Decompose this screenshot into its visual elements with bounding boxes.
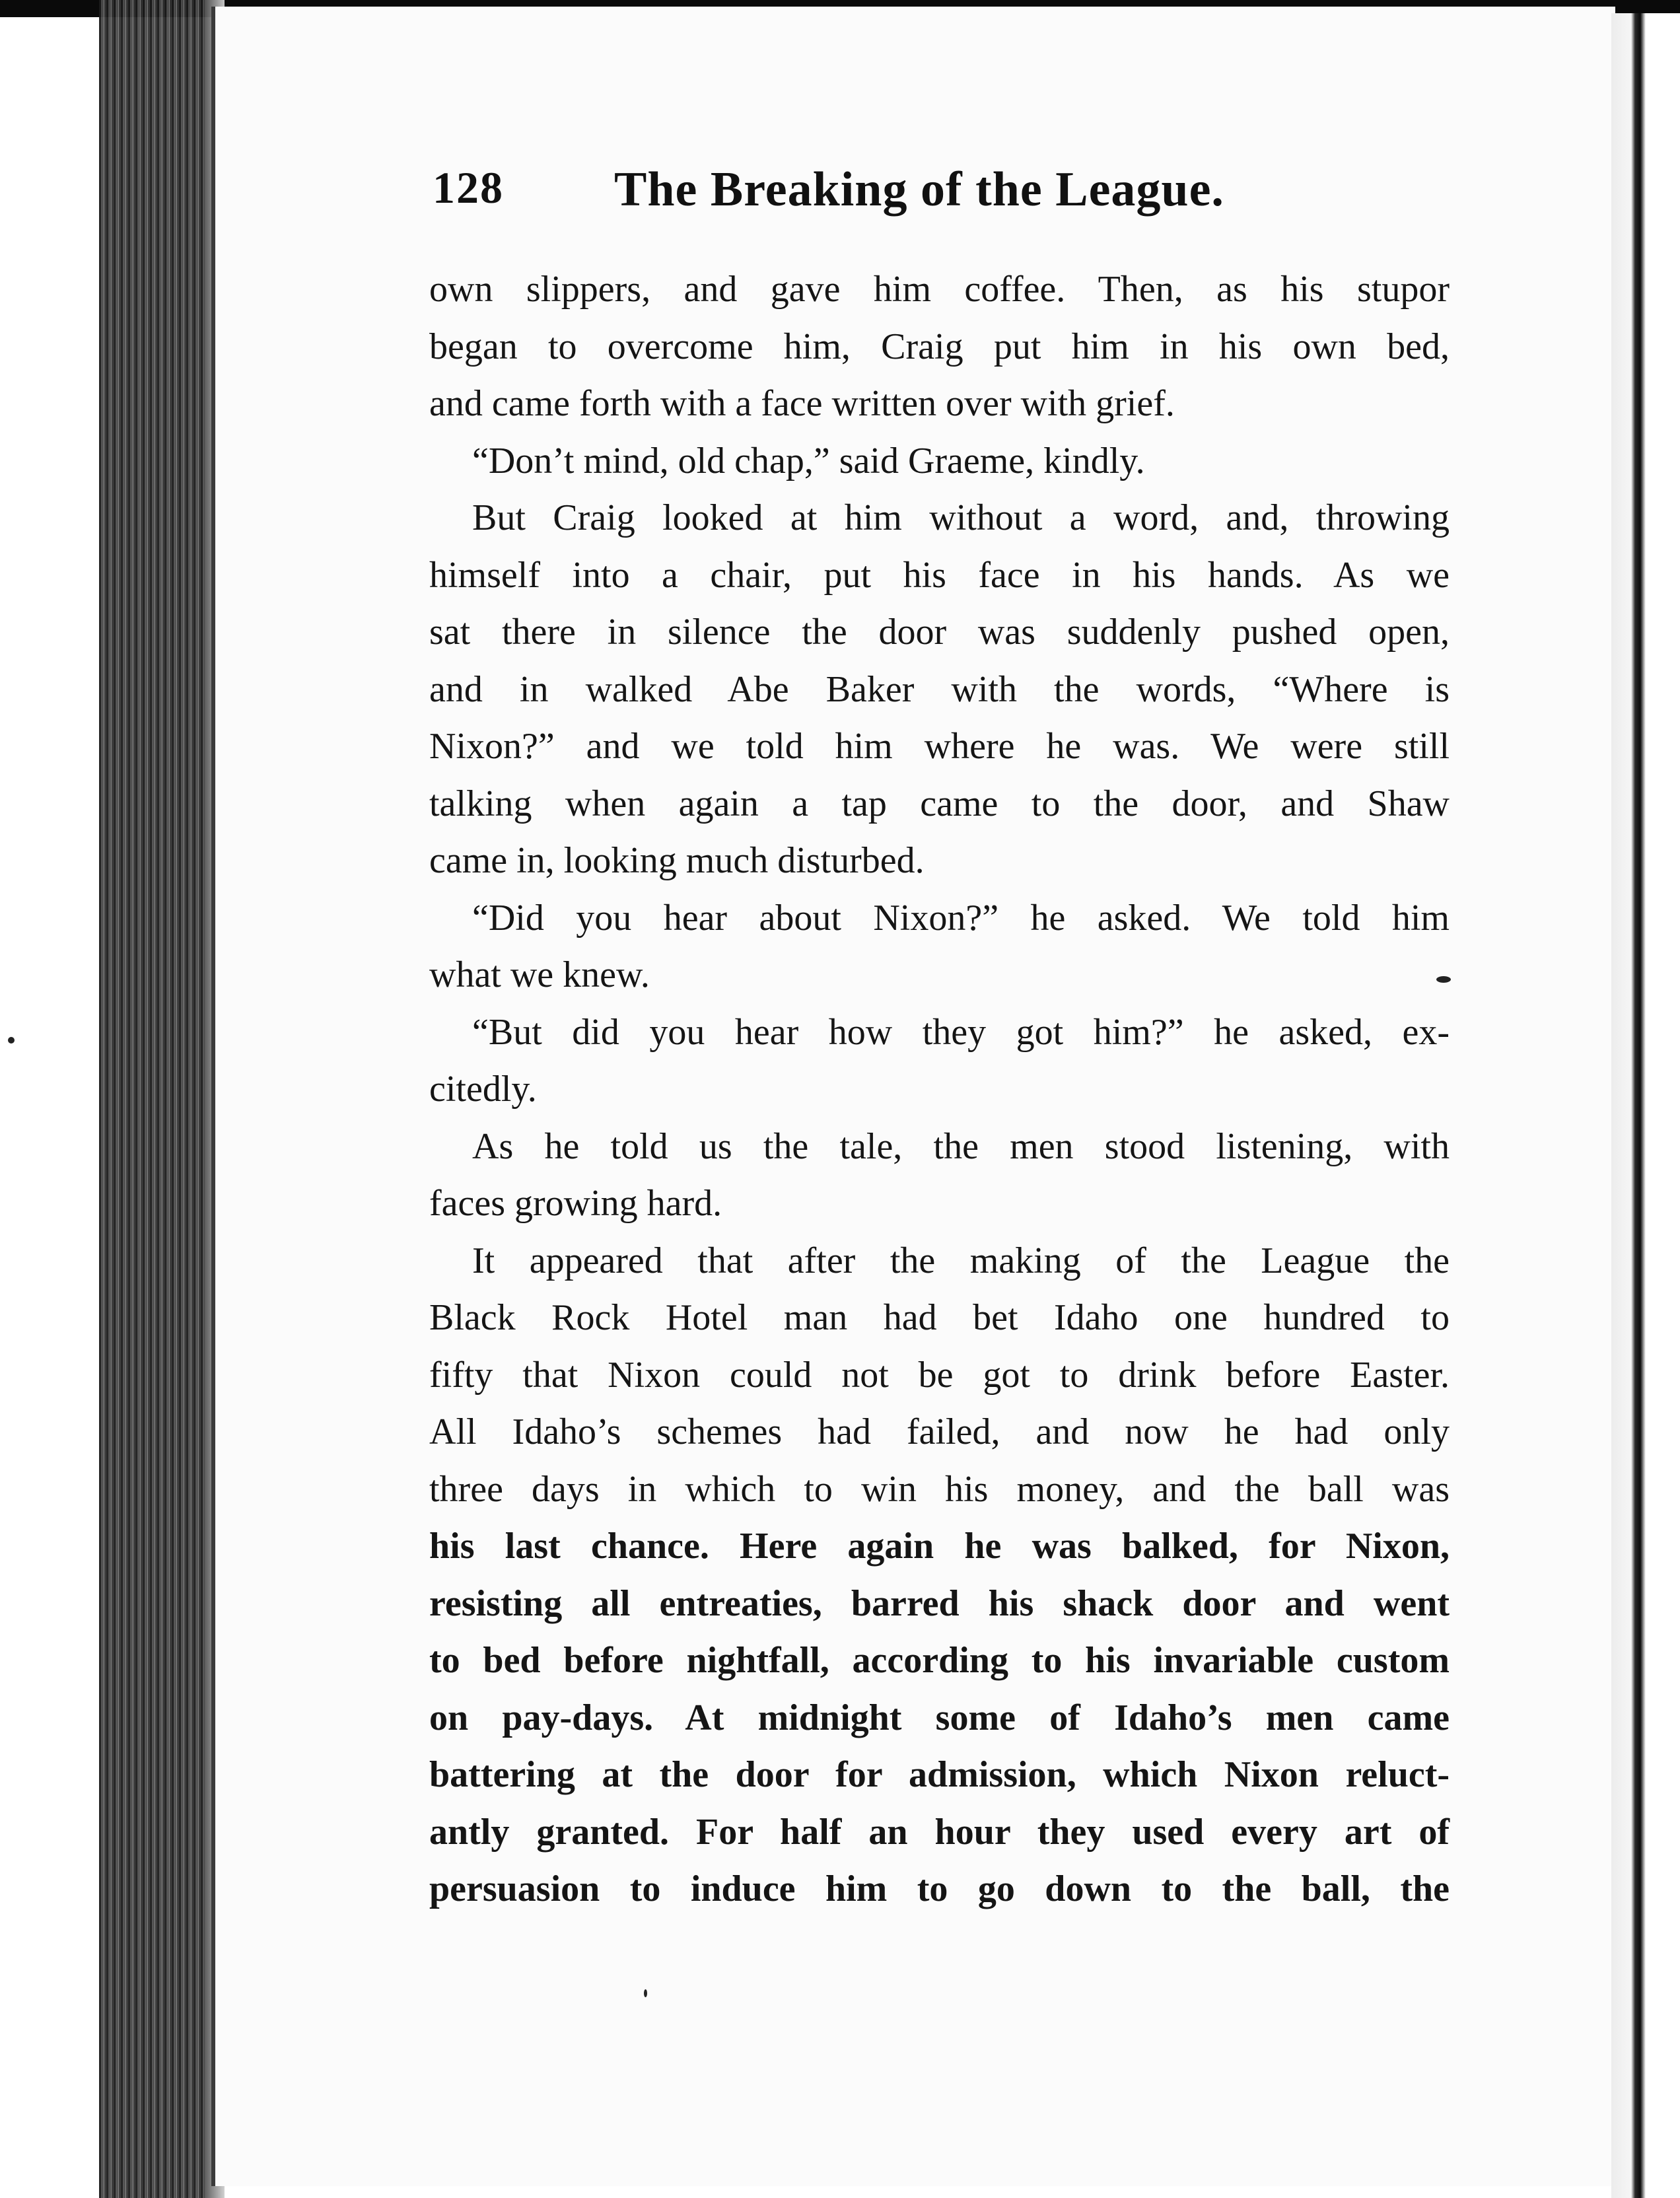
- text-line: resisting all entreaties, barred his shack door and went: [429, 1582, 1450, 1624]
- scan-speck: [1436, 976, 1451, 983]
- text-line: and came forth with a face written over with grief.: [429, 383, 1175, 424]
- text-line: to bed before nightfall, according to his invariable custom: [429, 1640, 1450, 1681]
- text-line: “But did you hear how they got him?” he asked, ex-: [472, 1011, 1450, 1053]
- text-line: began to overcome him, Craig put him in his own bed,: [429, 326, 1450, 367]
- text-line: faces growing hard.: [429, 1183, 722, 1224]
- text-line: and in walked Abe Baker with the words, “Where is: [429, 668, 1450, 710]
- text-line: fifty that Nixon could not be got to drink before Easter.: [429, 1354, 1450, 1396]
- text-line: antly granted. For half an hour they used every art of: [429, 1811, 1450, 1853]
- text-line: came in, looking much disturbed.: [429, 840, 925, 881]
- running-title: The Breaking of the League.: [614, 162, 1224, 217]
- text-line: on pay-days. At midnight some of Idaho’s men came: [429, 1697, 1450, 1738]
- page-header: [433, 162, 1463, 228]
- scan-right-border: [1611, 13, 1680, 2198]
- text-line: citedly.: [429, 1069, 537, 1110]
- text-line: himself into a chair, put his face in his hands. As we: [429, 554, 1450, 596]
- text-line: talking when again a tap came to the door, and Shaw: [429, 783, 1450, 824]
- page-number: 128: [433, 162, 504, 213]
- text-line: It appeared that after the making of the League the: [472, 1240, 1450, 1281]
- text-line: All Idaho’s schemes had failed, and now he had only: [429, 1411, 1450, 1452]
- text-line: Black Rock Hotel man had bet Idaho one hundred to: [429, 1297, 1450, 1338]
- scan-speck: [644, 1989, 647, 1997]
- text-line: three days in which to win his money, and the ball was: [429, 1468, 1450, 1510]
- text-line: “Did you hear about Nixon?” he asked. We told him: [472, 897, 1450, 939]
- book-page-edges: [99, 0, 225, 2198]
- text-line: his last chance. Here again he was balked, for Nixon,: [429, 1526, 1450, 1567]
- text-line: own slippers, and gave him coffee. Then, as his stupor: [429, 269, 1450, 310]
- text-line: what we knew.: [429, 954, 650, 995]
- text-line: “Don’t mind, old chap,” said Graeme, kindly.: [472, 440, 1145, 481]
- text-line: battering at the door for admission, which Nixon reluct-: [429, 1754, 1450, 1795]
- text-line: As he told us the tale, the men stood listening, with: [472, 1125, 1450, 1167]
- text-line: Nixon?” and we told him where he was. We were still: [429, 726, 1450, 767]
- scan-speck: [8, 1037, 15, 1044]
- text-line: But Craig looked at him without a word, and, throwing: [472, 497, 1450, 538]
- text-line: persuasion to induce him to go down to the ball, the: [429, 1868, 1450, 1909]
- body-text: [429, 261, 1450, 1918]
- text-line: sat there in silence the door was suddenly pushed open,: [429, 612, 1450, 653]
